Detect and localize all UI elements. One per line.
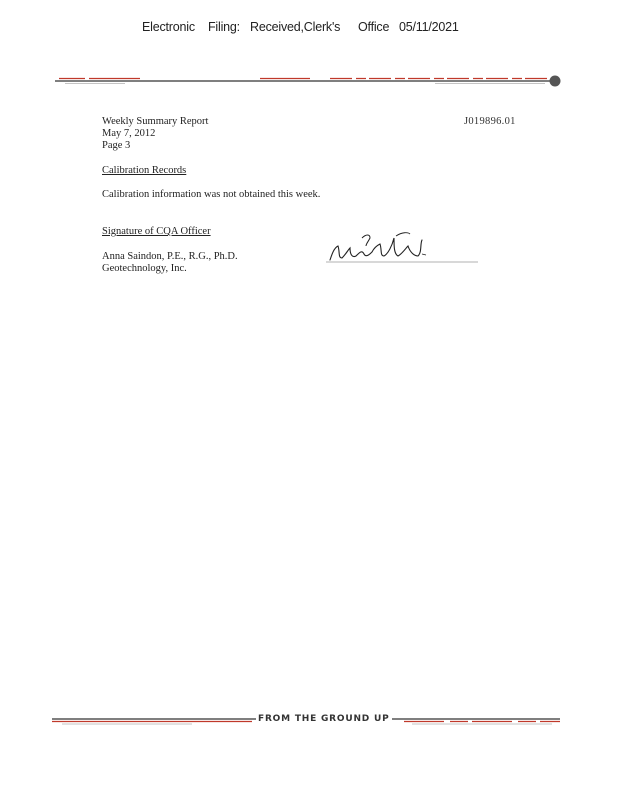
stamp-word-filing: Filing: <box>208 20 240 34</box>
report-header <box>102 116 208 152</box>
footer-tagline: FROM THE GROUND UP <box>258 714 390 724</box>
signatory-block <box>102 251 238 275</box>
report-title: Weekly Summary Report <box>102 116 209 127</box>
signatory-company: Geotechnology, Inc. <box>102 263 187 274</box>
job-number: J019896.01 <box>464 116 516 127</box>
stamp-word-received: Received,Clerk's <box>250 20 341 34</box>
calibration-heading: Calibration Records <box>102 165 187 176</box>
letterhead-rule <box>55 73 563 89</box>
stamp-date: 05/11/2021 <box>399 20 459 34</box>
handwritten-signature <box>322 224 482 268</box>
filing-stamp <box>0 20 618 38</box>
stamp-word-office: Office <box>358 20 390 34</box>
signatory-name: Anna Saindon, P.E., R.G., Ph.D. <box>102 251 238 262</box>
stamp-word-electronic: Electronic <box>142 20 195 34</box>
page-number: Page 3 <box>102 140 131 151</box>
signature-heading: Signature of CQA Officer <box>102 226 211 237</box>
calibration-body: Calibration information was not obtained this week. <box>102 189 321 200</box>
report-date: May 7, 2012 <box>102 128 156 139</box>
